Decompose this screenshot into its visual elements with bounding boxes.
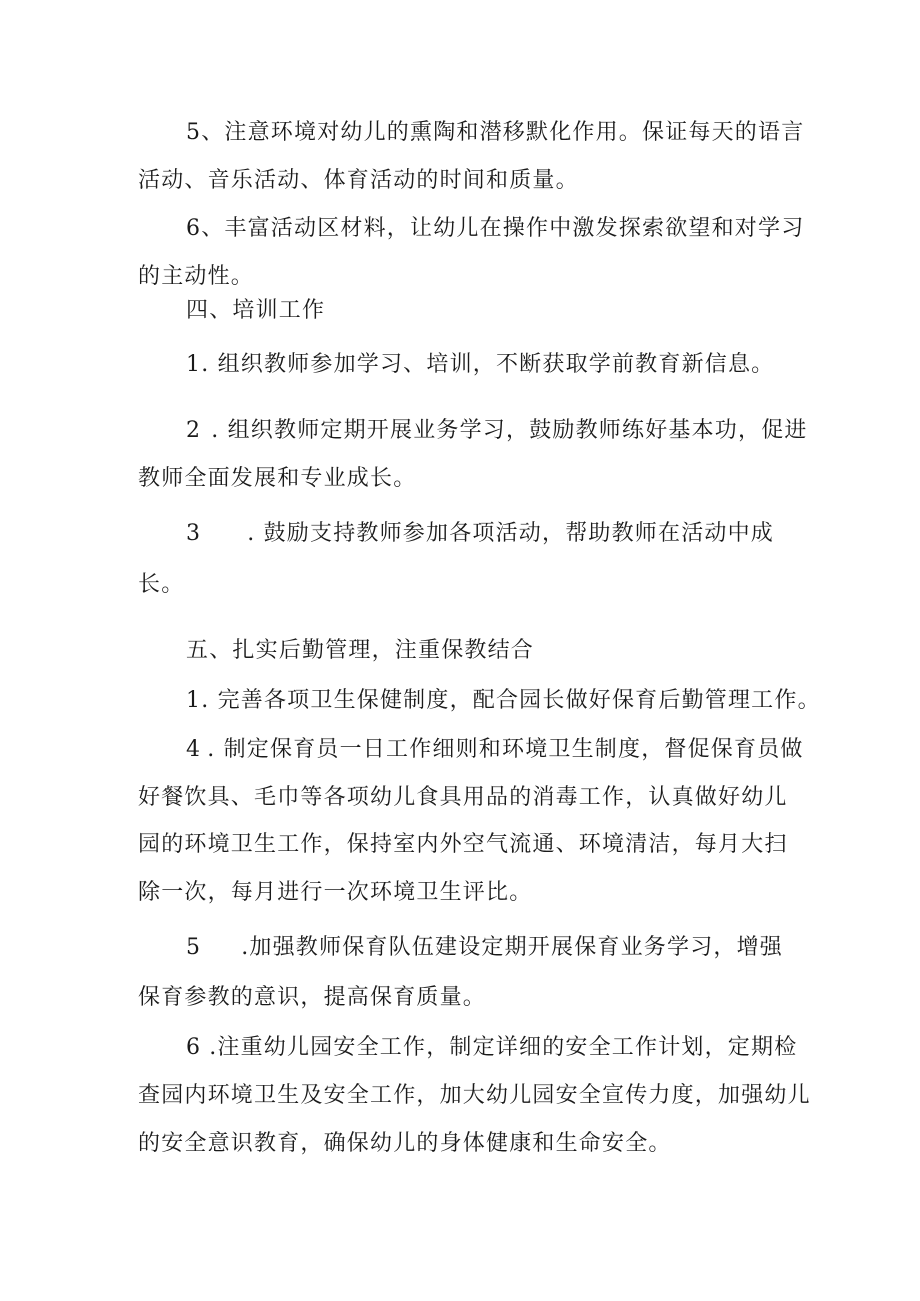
section-4-heading: 四、培训工作: [186, 298, 326, 323]
training-item-2-number: 2: [186, 418, 202, 443]
logistics-item-5-text: .加强教师保育队伍建设定期开展保育业务学习，增强: [241, 935, 783, 960]
paragraph-5-line-1: 5、注意环境对幼儿的熏陶和潜移默化作用。保证每天的语言: [186, 120, 805, 145]
logistics-item-6-line-1: [186, 1033, 797, 1063]
logistics-item-4-text: . 制定保育员一日工作细则和环境卫生制度，督促保育员做: [207, 737, 804, 762]
logistics-item-4-line-2: 好餐饮具、毛巾等各项幼儿食具用品的消毒工作，认真做好幼儿: [138, 785, 788, 810]
training-item-1: 1. 组织教师参加学习、培训，不断获取学前教育新信息。: [186, 352, 775, 377]
paragraph-5-line-2: 活动、音乐活动、体育活动的时间和质量。: [138, 168, 579, 193]
logistics-item-4-line-3: 园的环境卫生工作，保持室内外空气流通、环境清洁，每月大扫: [138, 832, 788, 857]
training-item-3-number: 3: [186, 521, 202, 546]
logistics-item-4-line-1: [186, 735, 804, 765]
logistics-item-6-line-3: 的安全意识教育，确保幼儿的身体健康和生命安全。: [138, 1131, 672, 1156]
logistics-item-5-line-2: 保育参教的意识，提高保育质量。: [138, 985, 487, 1010]
training-item-2-text: . 组织教师定期开展业务学习，鼓励教师练好基本功，促进: [211, 418, 808, 443]
logistics-item-4-number: 4: [186, 737, 202, 762]
section-5-heading: 五、扎实后勤管理，注重保教结合: [186, 638, 535, 663]
paragraph-6-line-2: 的主动性。: [138, 264, 255, 289]
logistics-item-6-number: 6: [186, 1035, 202, 1060]
logistics-item-5-line-1: [186, 933, 783, 963]
training-item-2-line-2: 教师全面发展和专业成长。: [138, 466, 417, 491]
logistics-item-1: 1. 完善各项卫生保健制度，配合园长做好保育后勤管理工作。: [186, 688, 821, 713]
training-item-3-text: . 鼓励支持教师参加各项活动，帮助教师在活动中成: [247, 521, 774, 546]
training-item-3-line-2: 长。: [138, 572, 185, 597]
logistics-item-6-text: .注重幼儿园安全工作，制定详细的安全工作计划，定期检: [209, 1035, 798, 1060]
logistics-item-6-line-2: 查园内环境卫生及安全工作，加大幼儿园安全宣传力度，加强幼儿: [138, 1083, 811, 1108]
training-item-3-line-1: [186, 519, 774, 549]
logistics-item-5-number: 5: [186, 935, 202, 960]
logistics-item-4-line-4: 除一次，每月进行一次环境卫生评比。: [138, 880, 533, 905]
training-item-2-line-1: [186, 416, 808, 446]
paragraph-6-line-1: 6、丰富活动区材料，让幼儿在操作中激发探索欲望和对学习: [186, 216, 805, 241]
